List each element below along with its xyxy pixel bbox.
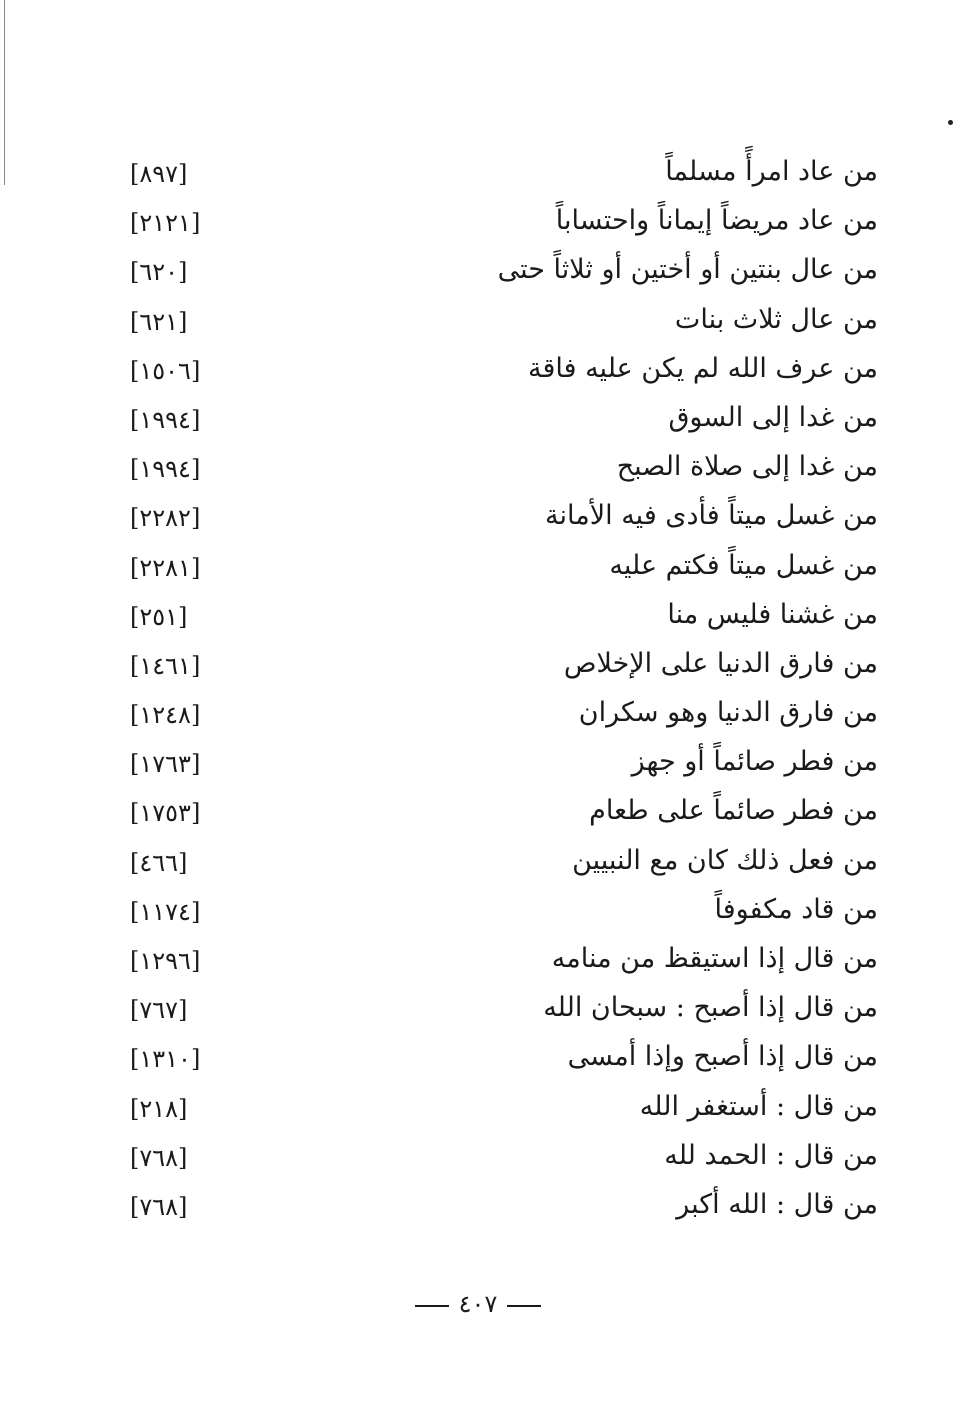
- index-entry: [0, 691, 956, 740]
- hadith-reference-number: [١٤٦١]: [130, 651, 201, 680]
- index-entry: [0, 494, 956, 543]
- hadith-incipit: من قال : الله أكبر: [676, 1188, 878, 1220]
- index-entry: [0, 593, 956, 642]
- footer-dash-right: [415, 1305, 449, 1307]
- hadith-reference-number: [٦٢١]: [130, 307, 188, 336]
- hadith-incipit: من غسل ميتاً فأدى فيه الأمانة: [545, 500, 878, 532]
- hadith-incipit: من غسل ميتاً فكتم عليه: [609, 549, 878, 581]
- index-entry: [0, 298, 956, 347]
- index-entry: [0, 1085, 956, 1134]
- hadith-reference-number: [١٢٤٨]: [130, 701, 201, 730]
- index-entry: [0, 1035, 956, 1084]
- index-entry: [0, 150, 956, 199]
- page-number: ٤٠٧: [458, 1290, 498, 1318]
- hadith-reference-number: [٤٦٦]: [130, 848, 188, 877]
- hadith-incipit: من عاد مريضاً إيماناً واحتساباً: [555, 205, 878, 237]
- page-footer: [0, 1288, 956, 1320]
- index-entry: [0, 445, 956, 494]
- index-entry: [0, 1134, 956, 1183]
- index-entry: [0, 396, 956, 445]
- footer-dash-left: [507, 1305, 541, 1307]
- index-entry: [0, 937, 956, 986]
- hadith-incipit: من فعل ذلك كان مع النبيين: [572, 844, 878, 876]
- hadith-incipit: من عرف الله لم يكن عليه فاقة: [527, 352, 878, 384]
- hadith-incipit: من قال : أستغفر الله: [639, 1090, 878, 1122]
- hadith-reference-number: [١٥٠٦]: [130, 356, 201, 385]
- index-entry: [0, 347, 956, 396]
- hadith-reference-number: [٦٢٠]: [130, 258, 188, 287]
- hadith-incipit: من عاد امرأً مسلماً: [665, 156, 878, 187]
- index-entry: [0, 888, 956, 937]
- hadith-reference-number: [٢٢٨٢]: [130, 504, 201, 533]
- index-entry: [0, 642, 956, 691]
- hadith-reference-number: [٢٢٨١]: [130, 553, 201, 582]
- hadith-incipit: من قاد مكفوفاً: [714, 893, 878, 925]
- index-entry: [0, 986, 956, 1035]
- index-entry: [0, 740, 956, 789]
- hadith-incipit: من غدا إلى صلاة الصبح: [616, 451, 878, 483]
- hadith-incipit: من غشنا فليس منا: [667, 598, 878, 630]
- hadith-incipit: من قال إذا أصبح وإذا أمسى: [567, 1041, 878, 1073]
- hadith-reference-number: [٨٩٧]: [130, 160, 188, 188]
- hadith-reference-number: [٢١٢١]: [130, 209, 201, 238]
- hadith-incipit: من فارق الدنيا وهو سكران: [578, 697, 878, 729]
- hadith-incipit: من فارق الدنيا على الإخلاص: [563, 647, 878, 679]
- hadith-reference-number: [٢٥١]: [130, 602, 188, 631]
- hadith-reference-number: [١٩٩٤]: [130, 405, 201, 434]
- hadith-reference-number: [١٧٥٣]: [130, 799, 201, 828]
- index-entry: [0, 789, 956, 838]
- hadith-incipit: من فطر صائماً على طعام: [589, 795, 878, 827]
- hadith-incipit: من عال ثلاث بنات: [674, 303, 878, 335]
- index-entry: [0, 1183, 956, 1232]
- scan-speck: [948, 120, 953, 125]
- hadith-incipit: من قال إذا أصبح : سبحان الله: [543, 992, 878, 1024]
- hadith-reference-number: [١٧٦٣]: [130, 750, 201, 779]
- hadith-incipit: من قال إذا استيقظ من منامه: [551, 943, 878, 974]
- hadith-incipit: من غدا إلى السوق: [668, 401, 878, 433]
- hadith-incipit: من قال : الحمد لله: [664, 1139, 878, 1171]
- hadith-reference-number: [١٣١٠]: [130, 1045, 201, 1074]
- hadith-reference-number: [٢١٨]: [130, 1094, 188, 1123]
- hadith-reference-number: [١٢٩٦]: [130, 947, 201, 975]
- index-entry: [0, 839, 956, 888]
- hadith-reference-number: [١٩٩٤]: [130, 455, 201, 484]
- index-entry: [0, 248, 956, 297]
- hadith-index-list: [0, 150, 956, 1232]
- hadith-reference-number: [٧٦٧]: [130, 996, 188, 1025]
- hadith-incipit: من عال بنتين أو أختين أو ثلاثاً حتى: [497, 254, 878, 286]
- hadith-reference-number: [١١٧٤]: [130, 897, 201, 926]
- hadith-incipit: من فطر صائماً أو جهز: [631, 746, 878, 778]
- index-entry: [0, 199, 956, 248]
- hadith-reference-number: [٧٦٨]: [130, 1192, 188, 1221]
- hadith-reference-number: [٧٦٨]: [130, 1143, 188, 1172]
- index-entry: [0, 544, 956, 593]
